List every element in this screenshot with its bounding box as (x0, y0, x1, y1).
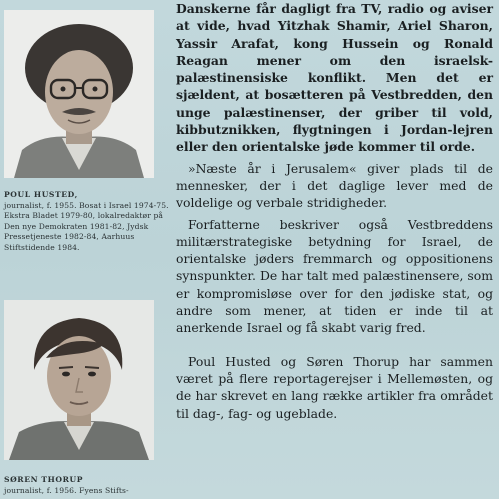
author-name: POUL HUSTED, (4, 190, 78, 199)
lead-paragraph: Danskerne får dagligt fra TV, radio og aviser at vide, hvad Yitzhak Shamir, Ariel Sharon, Yassir Arafat, kong Hussein og Ronald Reagan mener om den israelsk-palæstinensiske konflikt. Men det er sjældent, at bosætteren på Vestbredden, den unge palæstinenser, der griber til vold, kibbutznikken, flygtningen i Jordan-lejren eller den orientalske jøde kommer til orde. (176, 1, 493, 155)
blurb-text (176, 0, 493, 422)
author-name: SØREN THORUP (4, 475, 84, 484)
portrait-illustration (4, 10, 154, 178)
author-paragraph: Poul Husted og Søren Thorup har sammen været på flere reportagerejser i Mellemøsten, og de har skrevet en lang række artikler fra området til dag-, fag- og ugeblade. (176, 353, 493, 421)
author-bio: journalist, f. 1955. Bosat i Israel 1974-75. Ekstra Bladet 1979-80, lokalredaktør på Den nye Demokraten 1981-82, Jydsk Pressetjeneste 1982-84, Aarhuus Stiftstidende 1984. (4, 200, 169, 252)
body-paragraph: Forfatterne beskriver også Vestbreddens militærstrategiske betydning for Israel, de orientalske jøders fremmarch og oppositionens synspunkter. De har talt med palæstinensere, som er kompromisløse over for den jødiske stat, og andre som mener, at tiden er inde til at anerkende Israel og få skabt varig fred. (176, 216, 493, 336)
body-paragraph: »Næste år i Jerusalem« giver plads til de mennesker, der i det daglige lever med de voldelige og verbale stridigheder. (176, 160, 493, 211)
portrait-illustration (4, 300, 154, 460)
author-photo-soren-thorup (4, 300, 154, 460)
author-photo-poul-husted (4, 10, 154, 178)
author-caption-1 (4, 190, 169, 254)
author-caption-2 (4, 475, 169, 496)
author-bio: journalist, f. 1956. Fyens Stifts- (4, 485, 129, 495)
